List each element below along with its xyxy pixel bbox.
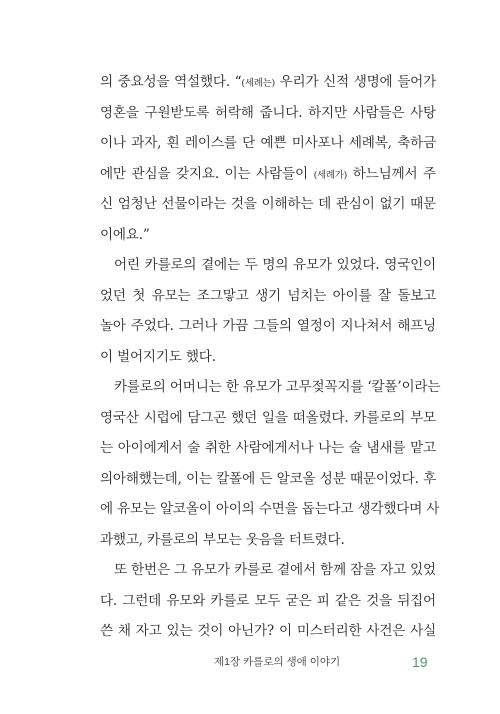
text-segment: 다. 그런데 유모와 카를로 모두 굳은 피 같은 것을 뒤집어 [100,592,436,609]
text-segment: 하느님께서 주 [347,165,436,182]
text-line [100,159,436,190]
text-segment: 는 아이에게서 술 취한 사람에게서나 나는 술 냄새를 맡고 [100,440,436,456]
text-line [100,342,436,373]
body-text [100,67,441,647]
text-segment: 신 엄청난 선물이라는 것을 이해하는 데 관심이 없기 때문 [100,196,436,212]
text-segment: 카를로의 어머니는 한 유모가 고무젖꼭지를 ‘칼폴’이라는 [114,379,441,395]
text-line [100,220,436,251]
text-segment: 우리가 신적 생명에 들어가 [274,74,436,90]
text-segment: 과했고, 카를로의 부모는 웃음을 터트렸다. [100,531,345,548]
text-line [100,403,436,434]
text-line [100,281,436,312]
text-segment: 쓴 채 자고 있는 것이 아닌가? 이 미스터리한 사건은 사실 [100,623,436,639]
text-segment: 영혼을 구원받도록 허락해 줍니다. 하지만 사람들은 사탕 [100,104,436,121]
text-segment: 영국산 시럽에 담그곤 했던 일을 떠올렸다. 카를로의 부모 [100,409,436,426]
text-line [100,67,436,98]
inline-annotation: (세례가) [313,169,348,181]
text-line [100,586,436,617]
page-number: 19 [412,654,428,670]
text-line [100,372,441,403]
text-segment: 놀아 주었다. 그러나 가끔 그들의 열정이 지나쳐서 해프닝 [100,318,436,334]
text-line [100,555,436,586]
text-segment: 에 유모는 알코올이 아이의 수면을 돕는다고 생각했다며 사 [100,501,440,517]
text-line [100,128,436,159]
page-footer [0,652,500,672]
text-line [100,98,436,129]
text-line [100,433,436,464]
text-line [100,616,436,647]
text-segment: 이에요.” [100,226,150,243]
text-line [100,525,436,556]
text-line [100,464,436,495]
text-segment: 어린 카를로의 곁에는 두 명의 유모가 있었다. 영국인이 [114,257,436,273]
inline-annotation: (세례는) [241,78,275,89]
text-segment: 이 벌어지기도 했다. [100,348,216,365]
text-line [100,250,436,281]
text-segment: 의아해했는데, 이는 칼폴에 든 알코올 성분 때문이었다. 후 [100,470,436,487]
text-segment: 이나 과자, 흰 레이스를 단 예쁜 미사포나 세례복, 축하금 [100,135,436,151]
text-segment: 의 중요성을 역설했다. “ [100,74,242,90]
text-line [100,494,440,525]
text-segment: 에만 관심을 갖지요. 이는 사람들이 [100,165,314,182]
running-footer-chapter: 제1장 카를로의 생애 이야기 [214,656,341,668]
text-line [100,189,436,220]
text-segment: 또 한번은 그 유모가 카를로 곁에서 함께 잠을 자고 있었 [114,562,436,578]
text-segment: 었던 첫 유모는 조그맣고 생기 넘치는 아이를 잘 돌보고 [100,287,436,304]
text-line [100,311,436,342]
